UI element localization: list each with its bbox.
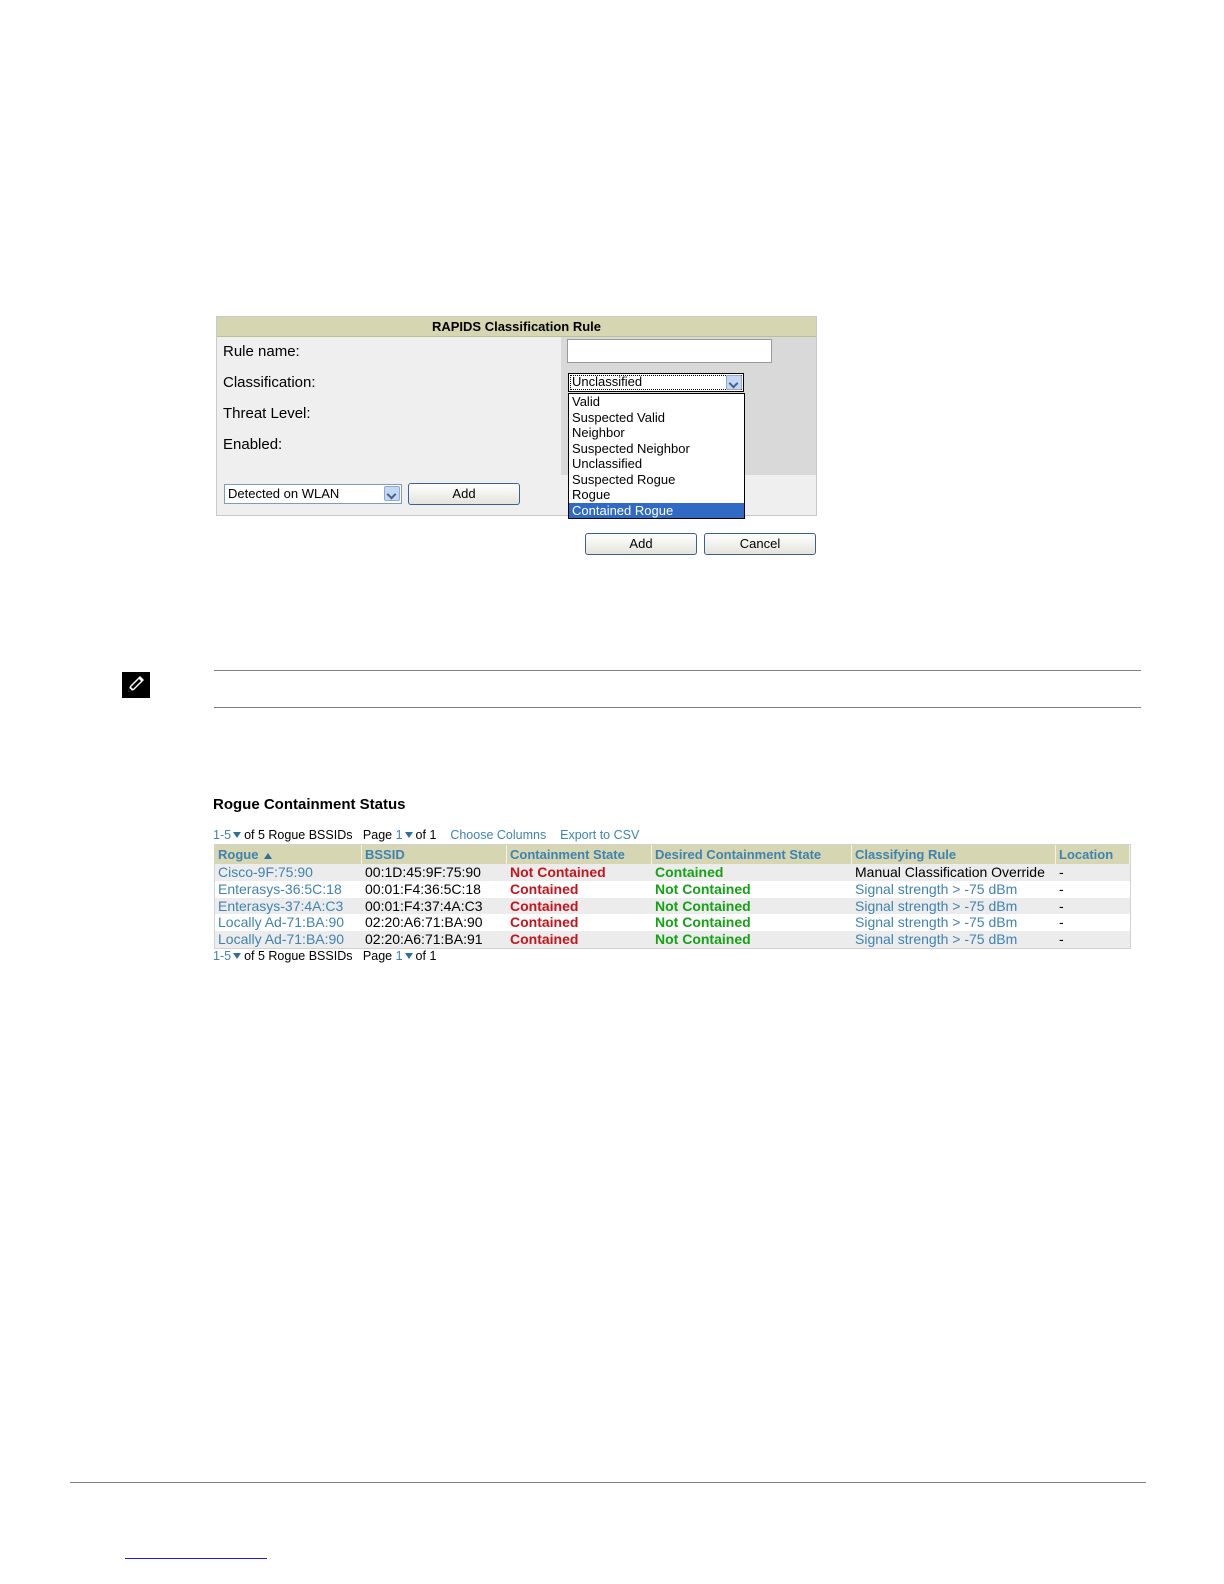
- add-button[interactable]: Add: [585, 533, 697, 555]
- footer-link-underline: [125, 1558, 267, 1559]
- rogue-link[interactable]: Cisco-9F:75:90: [218, 864, 313, 880]
- page-label: Page: [362, 828, 393, 842]
- option-suspected-neighbor[interactable]: Suspected Neighbor: [572, 440, 690, 456]
- page-label: Page: [362, 949, 393, 963]
- containment-state-cell: Contained: [510, 931, 579, 948]
- option-rogue[interactable]: Rogue: [572, 487, 611, 502]
- column-header-location[interactable]: Location: [1056, 845, 1130, 864]
- option-unclassified[interactable]: Unclassified: [572, 456, 643, 471]
- count-text: of 5 Rogue BSSIDs: [244, 949, 353, 963]
- count-text: of 5 Rogue BSSIDs: [244, 828, 353, 842]
- pager-bottom: [213, 949, 436, 963]
- range-dropdown-icon[interactable]: [233, 832, 241, 838]
- range-dropdown-icon[interactable]: [233, 953, 241, 959]
- pager-top: [213, 828, 639, 842]
- note-top-rule: [214, 670, 1141, 671]
- range-link[interactable]: 1-5: [213, 949, 232, 963]
- note-bottom-rule: [214, 707, 1141, 708]
- option-suspected-rogue[interactable]: Suspected Rogue: [572, 471, 676, 487]
- classifying-rule-link[interactable]: Signal strength > -75 dBm: [855, 931, 1018, 948]
- location-cell: -: [1059, 864, 1064, 880]
- location-cell: -: [1059, 914, 1064, 931]
- chevron-down-icon[interactable]: [726, 375, 742, 390]
- page-of-text: of 1: [415, 949, 437, 963]
- cancel-button[interactable]: Cancel: [704, 533, 816, 555]
- threat-level-label: Threat Level:: [223, 405, 311, 422]
- option-suspected-valid[interactable]: Suspected Valid: [572, 409, 665, 425]
- classification-select[interactable]: [568, 373, 744, 392]
- table-row: [215, 898, 1130, 915]
- rapids-rule-panel: [216, 316, 817, 516]
- table-row: [215, 914, 1130, 931]
- sort-ascending-icon: [264, 853, 272, 859]
- classification-select-value: Unclassified: [572, 374, 643, 389]
- rogue-link[interactable]: Locally Ad-71:BA:90: [218, 931, 345, 948]
- classifying-rule-link[interactable]: Signal strength > -75 dBm: [855, 897, 1018, 914]
- rule-name-input[interactable]: [567, 339, 772, 363]
- bssid-cell: 00:1D:45:9F:75:90: [365, 864, 481, 880]
- column-header-classifying-rule[interactable]: Classifying Rule: [852, 845, 1056, 864]
- footer-rule: [70, 1482, 1146, 1483]
- column-header-rogue[interactable]: [215, 845, 362, 864]
- rule-name-label: Rule name:: [223, 343, 300, 360]
- column-header-desired-state[interactable]: Desired Containment State: [652, 845, 852, 864]
- location-cell: -: [1059, 897, 1064, 914]
- option-neighbor[interactable]: Neighbor: [572, 425, 625, 440]
- table-row: [215, 864, 1130, 881]
- bssid-cell: 00:01:F4:36:5C:18: [365, 880, 481, 897]
- classifying-rule-link[interactable]: Signal strength > -75 dBm: [855, 914, 1018, 931]
- containment-state-cell: Not Contained: [510, 864, 606, 880]
- page-dropdown-icon[interactable]: [405, 953, 413, 959]
- export-csv-link[interactable]: Export to CSV: [560, 828, 640, 842]
- classifying-rule-cell: Manual Classification Override: [855, 864, 1045, 880]
- classification-dropdown[interactable]: [568, 393, 745, 519]
- table-row: [215, 881, 1130, 898]
- rogue-link[interactable]: Locally Ad-71:BA:90: [218, 914, 345, 931]
- section-title: Rogue Containment Status: [213, 796, 406, 813]
- column-header-label: Rogue: [218, 847, 259, 862]
- rogue-table: [214, 844, 1131, 949]
- enabled-label: Enabled:: [223, 436, 283, 453]
- rogue-link[interactable]: Enterasys-37:4A:C3: [218, 897, 344, 914]
- range-link[interactable]: 1-5: [213, 828, 232, 842]
- containment-state-cell: Contained: [510, 914, 579, 931]
- table-header-row: [215, 845, 1130, 864]
- panel-title: RAPIDS Classification Rule: [217, 317, 816, 337]
- choose-columns-link[interactable]: Choose Columns: [450, 828, 547, 842]
- column-header-containment-state[interactable]: Containment State: [507, 845, 652, 864]
- bssid-cell: 02:20:A6:71:BA:90: [365, 914, 483, 931]
- pencil-note-icon: [122, 672, 150, 698]
- containment-state-cell: Contained: [510, 897, 579, 914]
- page-number-link[interactable]: 1: [395, 828, 403, 842]
- criteria-select-value: Detected on WLAN: [228, 486, 340, 501]
- desired-state-cell: Not Contained: [655, 880, 751, 897]
- option-contained-rogue[interactable]: Contained Rogue: [569, 503, 744, 519]
- bssid-cell: 02:20:A6:71:BA:91: [365, 931, 483, 948]
- criteria-select[interactable]: [224, 484, 402, 504]
- page-dropdown-icon[interactable]: [405, 832, 413, 838]
- page-of-text: of 1: [415, 828, 437, 842]
- classifying-rule-link[interactable]: Signal strength > -75 dBm: [855, 880, 1018, 897]
- bssid-cell: 00:01:F4:37:4A:C3: [365, 897, 483, 914]
- column-header-bssid[interactable]: BSSID: [362, 845, 507, 864]
- containment-state-cell: Contained: [510, 880, 579, 897]
- rogue-link[interactable]: Enterasys-36:5C:18: [218, 880, 342, 897]
- desired-state-cell: Not Contained: [655, 931, 751, 948]
- table-row: [215, 931, 1130, 948]
- option-valid[interactable]: Valid: [572, 394, 600, 409]
- page-number-link[interactable]: 1: [395, 949, 403, 963]
- classification-label: Classification:: [223, 374, 316, 391]
- add-criteria-button[interactable]: Add: [408, 483, 520, 505]
- desired-state-cell: Contained: [655, 864, 724, 880]
- desired-state-cell: Not Contained: [655, 897, 751, 914]
- location-cell: -: [1059, 880, 1064, 897]
- desired-state-cell: Not Contained: [655, 914, 751, 931]
- location-cell: -: [1059, 931, 1064, 948]
- chevron-down-icon[interactable]: [384, 486, 400, 501]
